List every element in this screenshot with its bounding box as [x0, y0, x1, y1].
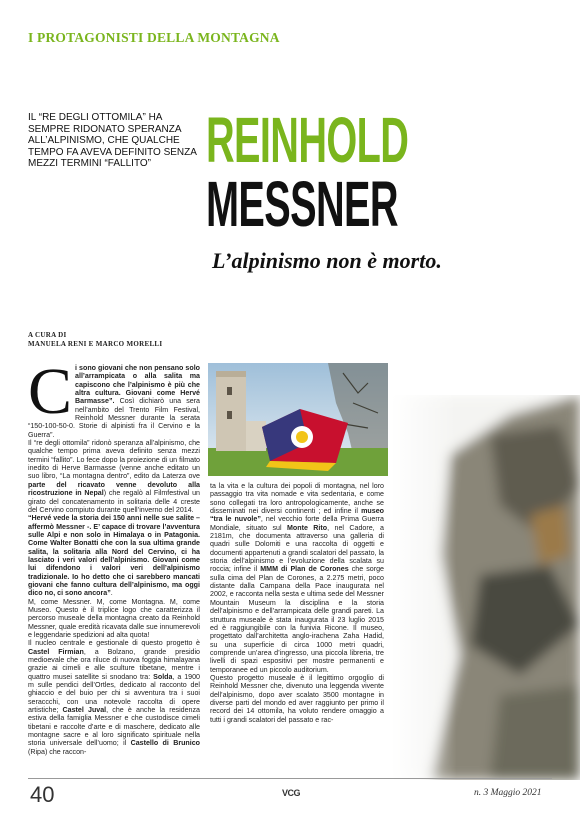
text: M, come Messner. M, come Montagna. M, come Museo. Questo è il triplice logo che caratterizza il percorso museale della montagna creato da Reinhold Messner, quale eredità ricavata dalle sue innumerevoli e leggendarie spedizioni ad alta quota! [28, 597, 200, 639]
footer-divider [28, 778, 552, 779]
paragraph [28, 598, 200, 640]
paragraph [28, 639, 200, 756]
text: , che è anche la residenza estiva della famiglia Messner e che custodisce cimeli tibetani e raccolte d’arte e di maschere, dedicato alle montagne sacre e al loro significato spirituale nella storia universale dell’uomo; il [28, 706, 200, 748]
text: , a Bolzano, grande presidio medioevale che ora riluce di nuova foggia himalayana grazie ai cimeli e alle sculture tibetane, mentre i quattro musei satellite si snodano tra: [28, 647, 200, 681]
text-bold: Castel Firmian [28, 647, 84, 656]
rock-illustration [390, 395, 580, 780]
page-number: 40 [30, 782, 55, 807]
text-bold: Castel Juval [62, 706, 107, 715]
text-bold: MMM di Plan de Corones [260, 565, 349, 574]
article-deck: IL “RE DEGLI OTTOMILA” HA SEMPRE RIDONATO SPERANZA ALL’ALPINISMO, CHE QUALCHE TEMPO FA AVEVA DEFINITO SENZA MEZZI TERMINI “FALLITO” [28, 112, 197, 169]
text: ) che regalò al Filmfestival un girato del concatenamento in solitaria delle 4 creste del Cervino compiuto durante quell’inverno del 2014. [28, 489, 200, 514]
section-header: I PROTAGONISTI DELLA MONTAGNA [28, 30, 280, 45]
title-last-name: MESSNER [206, 168, 398, 240]
text: (Ripa) che raccon- [28, 747, 87, 756]
photo-illustration [208, 363, 388, 476]
credits-label: A CURA DI [28, 331, 67, 339]
text: , nel Cadore, a 2181m, che documenta attraverso una galleria di quadri sulle Dolomiti e una raccolta di oggetti e documenti appartenuti a grandi scalatori del passato, la storia dell’alpinismo e l’evoluzione della scalata su roccia; infine il [210, 523, 384, 574]
paragraph [210, 674, 384, 724]
text: , a 1900 m sulle pendici dell’Ortles, dedicato al racconto del ghiaccio e del buio per chi si avventura tra i suoi seraccchi, con una notevole raccolta di opere artistiche; [28, 672, 200, 715]
body-column-2 [210, 482, 384, 774]
text: Così dichiarò una sera nell’ambito del Trento Film Festival, Reinhold Messner durante la serata “150-100-50-0. Storie di alpinisti fra il Cervino e la Guerra”. [28, 397, 200, 439]
credits-authors: MANUELA RENI E MARCO MORELLI [28, 340, 163, 348]
text: Il “re degli ottomila” ridonò speranza all’alpinismo, che qualche tempo prima aveva definito senza mezzi termini “fallito”. Lo fece dopo la proiezione di un filmato inedito di Herve Barmasse (venne anche editato un suo libro, “La montagna dentro”, edito da Laterza ove [28, 439, 200, 481]
text: Questo progetto museale è il legittimo orgoglio di Reinhold Messner che, divenuto una leggenda vivente dell’alpinismo, dopo aver scalato 3500 montagne in diverse parti del mondo ed aver raggiunto per primo il record dei 14 ottomila, ha voluto rendere omaggio a tutti i grandi scalatori del passato e rac- [210, 673, 384, 724]
title-first-name: REINHOLD [206, 104, 409, 176]
text-bold: Monte Rito [287, 523, 328, 532]
text-bold: Solda [153, 672, 173, 681]
text: che sorge sulla cima del Plan de Corones, a 2.275 metri, poco distante dalla Campana della Pace inaugurata nel 2002, e racconta nella sesta e ultima sede del Messner Mountain Museum la disciplina e la storia dell’alpinismo e dell’arrampicata delle grandi pareti. La struttura museale è stata inaugurata il 23 luglio 2015 ed è raggiungibile con la funivia Ricone. Il museo, progettato dall’architetta anglo-irachena Zaha Hadid, su una superficie di circa 1000 metri quadri, comprende un’area d’ingresso, una piccola libreria, tre livelli di spazi espositivi per mostre permanenti e temporanee ed un piccolo auditorium. [210, 565, 384, 674]
body-column-1 [28, 364, 200, 774]
text: . [110, 589, 113, 598]
castle-flag-photo [208, 363, 388, 476]
magazine-logo: VCG [282, 788, 301, 798]
author-credits [28, 331, 162, 349]
text-bold: museo “tra le nuvole” [210, 507, 384, 524]
drop-cap: C [28, 364, 73, 428]
paragraph [210, 482, 384, 674]
paragraph [28, 514, 200, 597]
text-bold: “Hervé vede la storia dei 150 anni nelle sue salite – affermò Messner -. E’ capace di trovare l’avventura sulle Alpi e non solo in Himalaya o in Patagonia. Come Walter Bonatti che con la sua ultima grande salita, la solitaria alla Nord del Cervino, ci ha lasciato i veri valori dell’alpinismo. Giovani come lui difendono i valori veri dell’alpinismo tradizionale. Io ho detto che ci sarebbero mancati giovani che fanno cultura dell’alpinismo, ma oggi dico no, ci sono ancora” [28, 514, 200, 598]
text-bold: Castello di Brunico [130, 739, 200, 748]
text-bold: i sono giovani che non pensano solo all’arrampicata o alla salita ma capiscono che l’alpinismo è più che altra cultura. Giovani come Hervé Barmasse”. [75, 364, 200, 406]
paragraph [28, 439, 200, 514]
text: , nel vecchio forte della Prima Guerra Mondiale, situato sul [210, 515, 384, 532]
issue-info: n. 3 Maggio 2021 [474, 788, 542, 798]
text-bold: parte del ricavato venne devoluto alla ricostruzione in Nepal [28, 480, 200, 498]
text: Il nucleo centrale e gestionale di questo progetto è [28, 639, 200, 648]
blurred-rock-image [390, 395, 580, 780]
article-subtitle: L’alpinismo non è morto. [212, 248, 442, 273]
text: ta la vita e la cultura dei popoli di montagna, nel loro passaggio tra vita nomade e vita sedentaria, e come sono collegati tra loro antropologicamente, anche se disseminati nei diversi continenti ; ed infine il [210, 482, 384, 516]
